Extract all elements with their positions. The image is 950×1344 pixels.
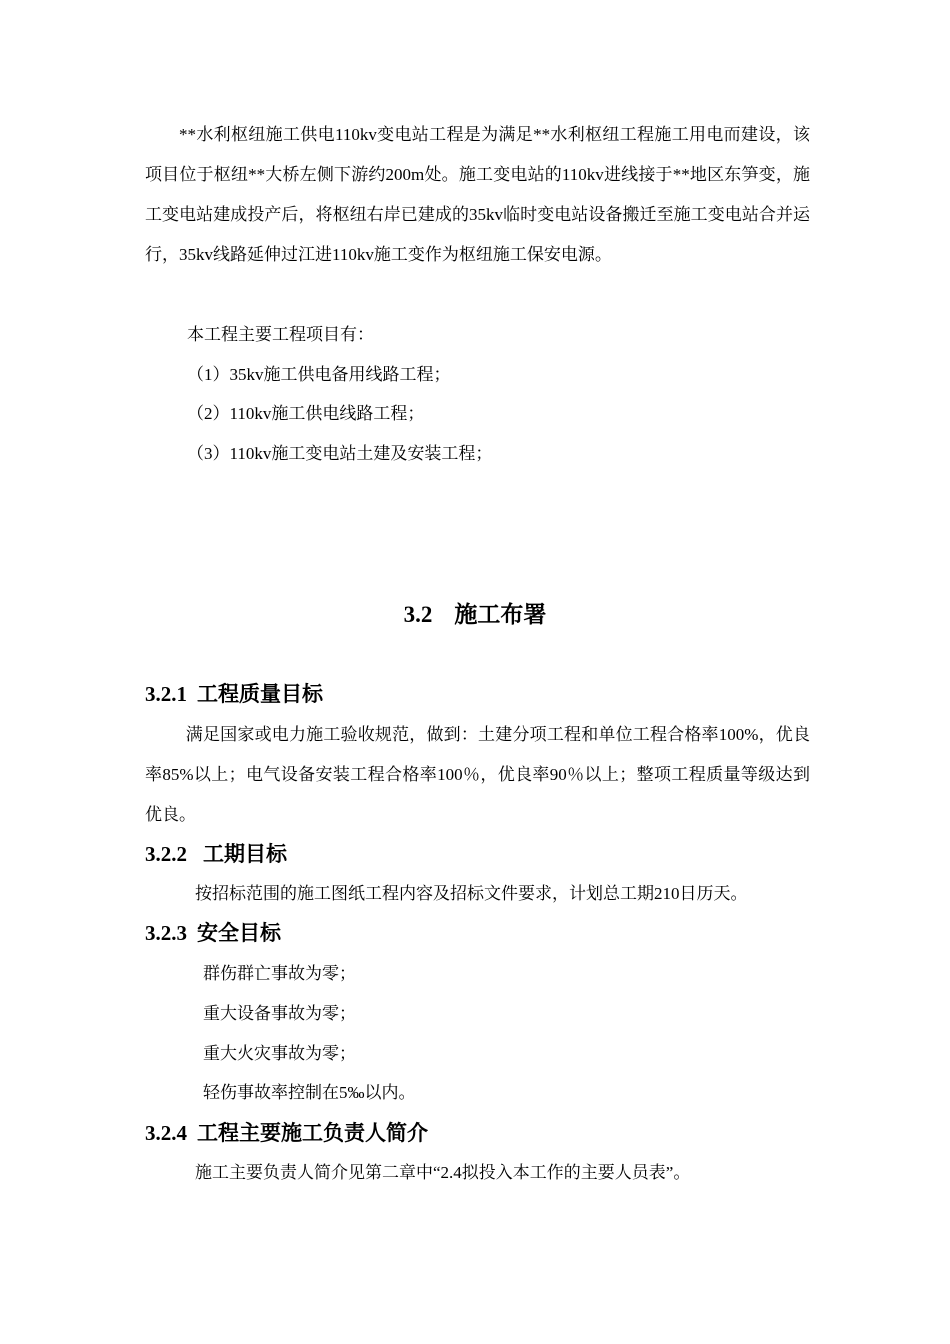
heading-number: 3.2.4 [145, 1121, 187, 1145]
section-title: 施工布署 [454, 601, 547, 627]
heading-3-2-2 [145, 838, 287, 871]
heading-3-2-1 [145, 678, 323, 711]
section-number: 3.2 [403, 602, 433, 627]
list-item: （1）35kv施工供电备用线路工程； [187, 365, 451, 384]
quality-target-text: 满足国家或电力施工验收规范，做到：土建分项工程和单位工程合格率100%，优良率85%以上；电气设备安装工程合格率100％，优良率90％以上；整项工程质量等级达到优良。 [145, 725, 810, 824]
heading-title: 工程质量目标 [197, 683, 323, 706]
heading-3-2-4 [145, 1117, 428, 1150]
heading-number: 3.2.2 [145, 842, 187, 866]
items-intro: 本工程主要工程项目有： [187, 325, 374, 344]
heading-title: 工程主要施工负责人简介 [197, 1122, 428, 1145]
heading-3-2-3 [145, 917, 281, 950]
safety-item: 重大设备事故为零； [203, 1004, 356, 1023]
list-item: （3）110kv施工变电站土建及安装工程； [187, 444, 493, 463]
safety-item: 轻伤事故率控制在5‰以内。 [203, 1083, 416, 1102]
heading-title: 安全目标 [197, 922, 281, 945]
heading-number: 3.2.1 [145, 682, 187, 706]
heading-title: 工期目标 [203, 843, 287, 866]
safety-item: 重大火灾事故为零； [203, 1044, 356, 1063]
section-heading-3-2 [0, 596, 950, 633]
personnel-text: 施工主要负责人简介见第二章中“2.4拟投入本工作的主要人员表”。 [195, 1163, 691, 1182]
list-item: （2）110kv施工供电线路工程； [187, 404, 425, 423]
intro-paragraph: **水利枢纽施工供电110kv变电站工程是为满足**水利枢纽工程施工用电而建设，该项目位于枢纽**大桥左侧下游约200m处。施工变电站的110kv进线接于**地区东笋变，施工变电站建成投产后，将枢纽右岸已建成的35kv临时变电站设备搬迁至施工变电站合并运行，35kv线路延伸过江进110kv施工变作为枢纽施工保安电源。 [145, 125, 810, 264]
safety-item: 群伤群亡事故为零； [203, 964, 356, 983]
heading-number: 3.2.3 [145, 921, 187, 945]
schedule-target-text: 按招标范围的施工图纸工程内容及招标文件要求，计划总工期210日历天。 [195, 884, 748, 903]
